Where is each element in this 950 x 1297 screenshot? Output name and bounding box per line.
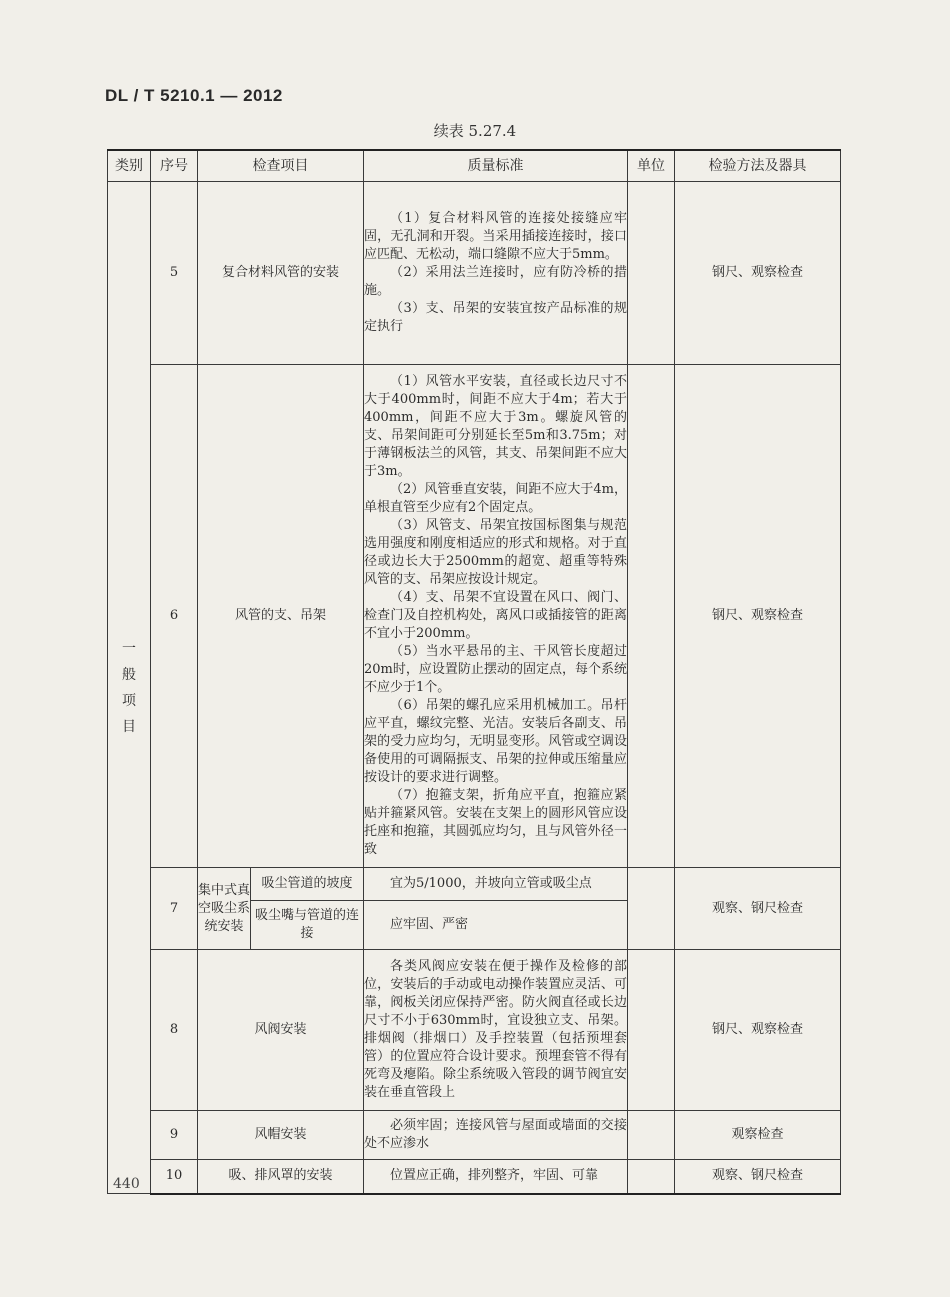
category-cell (108, 182, 151, 1194)
standard-clause: （7）抱箍支架，折角应平直，抱箍应紧贴并箍紧风管。安装在支架上的圆形风管应设托座和抱箍，其圆弧应均匀，且与风管外径一致 (364, 788, 627, 857)
category-label: 一般项目 (122, 640, 136, 735)
table-row (108, 1160, 841, 1194)
row-item: 风管的支、吊架 (198, 365, 364, 868)
row-method: 钢尺、观察检查 (675, 182, 841, 365)
row-standard (364, 901, 628, 950)
row-item: 集中式真空吸尘系统安装 (198, 868, 251, 950)
subitem-name: 吸尘管道的坡度 (251, 868, 364, 901)
page-number: 440 (113, 1176, 140, 1192)
standard-clause: （2）采用法兰连接时，应有防冷桥的措施。 (364, 265, 627, 298)
row-standard (364, 365, 628, 868)
row-number: 10 (151, 1160, 198, 1194)
row-method: 观察检查 (675, 1111, 841, 1160)
table-caption: 续表 5.27.4 (433, 122, 517, 140)
inspection-table (107, 149, 841, 1195)
row-number: 7 (151, 868, 198, 950)
standard-clause: （3）风管支、吊架宜按国标图集与规范选用强度和刚度相适应的形式和规格。对于直径或边长大于2500mm的超宽、超重等特殊风管的支、吊架应按设计规定。 (364, 518, 627, 587)
row-number: 5 (151, 182, 198, 365)
row-standard (364, 1160, 628, 1194)
row-method: 观察、钢尺检查 (675, 1160, 841, 1194)
subitem-name: 吸尘嘴与管道的连接 (251, 901, 364, 950)
row-standard (364, 1111, 628, 1160)
standard-clause: （2）风管垂直安装，间距不应大于4m，单根直管至少应有2个固定点。 (364, 482, 627, 515)
table-row (108, 1111, 841, 1160)
row-standard (364, 182, 628, 365)
row-unit (628, 1160, 675, 1194)
standard-clause: （1）风管水平安装，直径或长边尺寸不大于400mm时，间距不应大于4m；若大于400mm，间距不应大于3m。螺旋风管的支、吊架间距可分别延长至5m和3.75m；对于薄钢板法兰的风管，其支、吊架间距不应大于3m。 (364, 374, 627, 479)
row-item: 风阀安装 (198, 950, 364, 1111)
col-header-category: 类别 (108, 150, 151, 182)
row-method: 钢尺、观察检查 (675, 365, 841, 868)
row-standard (364, 950, 628, 1111)
row-item: 风帽安装 (198, 1111, 364, 1160)
row-number: 6 (151, 365, 198, 868)
col-header-standard: 质量标准 (364, 150, 628, 182)
col-header-method: 检验方法及器具 (675, 150, 841, 182)
row-number: 8 (151, 950, 198, 1111)
row-number: 9 (151, 1111, 198, 1160)
standard-clause: （6）吊架的螺孔应采用机械加工。吊杆应平直，螺纹完整、光洁。安装后各副支、吊架的受力应均匀，无明显变形。风管或空调设备使用的可调隔振支、吊架的拉伸或压缩量应按设计的要求进行调整。 (364, 698, 627, 785)
row-method: 钢尺、观察检查 (675, 950, 841, 1111)
standard-clause: 宜为5/1000，并坡向立管或吸尘点 (390, 876, 592, 891)
standard-code: DL / T 5210.1 — 2012 (105, 86, 283, 105)
table-row (108, 868, 841, 901)
row-unit (628, 950, 675, 1111)
table-row (108, 365, 841, 868)
row-method: 观察、钢尺检查 (675, 868, 841, 950)
col-header-unit: 单位 (628, 150, 675, 182)
standard-clause: （5）当水平悬吊的主、干风管长度超过20m时，应设置防止摆动的固定点，每个系统不应少于1个。 (364, 644, 627, 695)
standard-clause: （1）复合材料风管的连接处接缝应牢固，无孔洞和开裂。当采用插接连接时，接口应匹配、无松动，端口缝隙不应大于5mm。 (364, 211, 627, 262)
row-unit (628, 868, 675, 950)
row-unit (628, 1111, 675, 1160)
row-standard (364, 868, 628, 901)
standard-clause: 位置应正确，排列整齐，牢固、可靠 (390, 1168, 599, 1184)
standard-clause: 各类风阀应安装在便于操作及检修的部位，安装后的手动或电动操作装置应灵活、可靠，阀板关闭应保持严密。防火阀直径或长边尺寸不小于630mm时，宜设独立支、吊架。排烟阀（排烟口）及手控装置（包括预埋套管）的位置应符合设计要求。预埋套管不得有死弯及瘪陷。除尘系统吸入管段的调节阀宜安装在垂直管段上 (364, 959, 627, 1100)
standard-clause: 必须牢固；连接风管与屋面或墙面的交接处不应渗水 (364, 1118, 627, 1151)
table-row (108, 950, 841, 1111)
table-header-row (108, 150, 841, 182)
row-item: 复合材料风管的安装 (198, 182, 364, 365)
standard-clause: （3）支、吊架的安装宜按产品标准的规定执行 (364, 301, 627, 334)
table-row (108, 182, 841, 365)
standard-clause: 应牢固、严密 (390, 917, 469, 932)
row-unit (628, 365, 675, 868)
row-unit (628, 182, 675, 365)
standard-clause: （4）支、吊架不宜设置在风口、阀门、检查门及自控机构处，离风口或插接管的距离不宜小于200mm。 (364, 590, 627, 641)
row-item: 吸、排风罩的安装 (198, 1160, 364, 1194)
col-header-number: 序号 (151, 150, 198, 182)
col-header-item: 检查项目 (198, 150, 364, 182)
